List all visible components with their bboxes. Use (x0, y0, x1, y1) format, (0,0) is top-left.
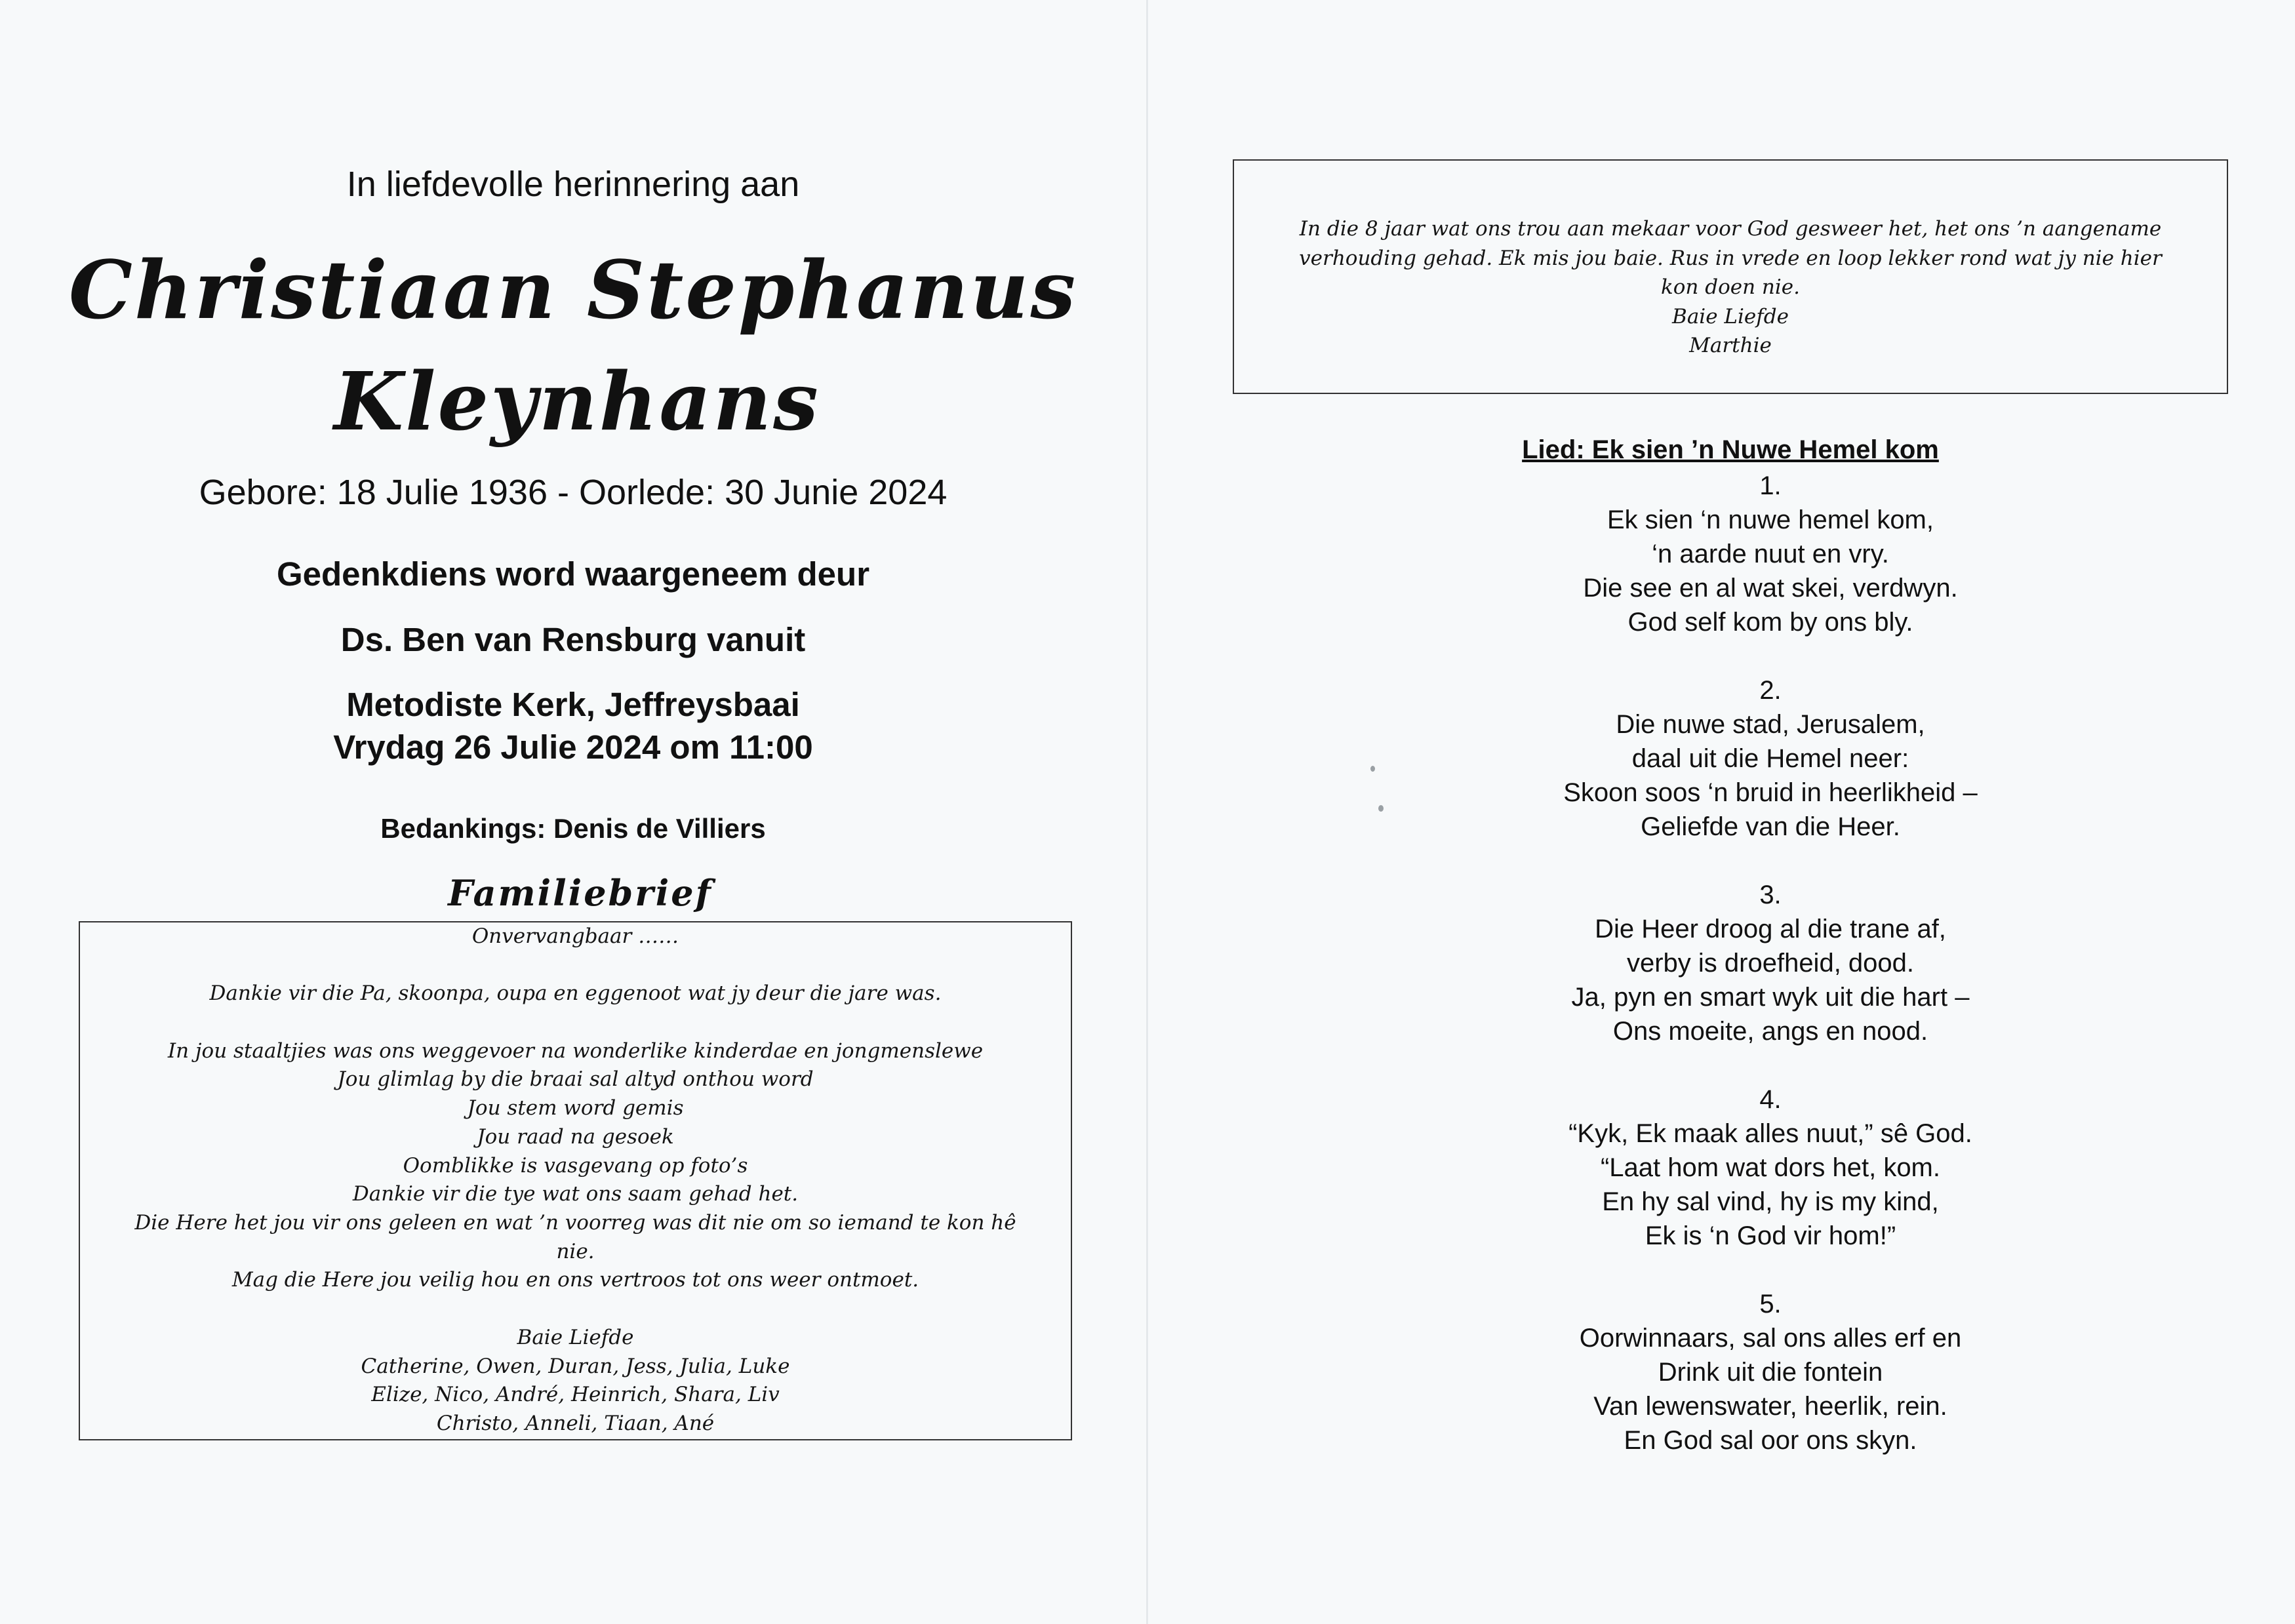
verse-line: God self kom by ons bly. (1627, 608, 1913, 637)
verse-line: Drink uit die fontein (1658, 1358, 1883, 1387)
song-verses (1443, 469, 2098, 1492)
service-line: Metodiste Kerk, Jeffreysbaai (346, 686, 800, 723)
letter-line: Mag die Here jou veilig hou en ons vertroos tot ons weer ontmoet. (231, 1268, 919, 1292)
verse-line: ‘n aarde nuut en vry. (1652, 540, 1889, 568)
verse-number: 4. (1759, 1085, 1782, 1114)
intro-text: In liefdevolle herinnering aan (346, 165, 800, 204)
verse-line: verby is droefheid, dood. (1626, 949, 1915, 978)
family-letter-text (85, 922, 1066, 1438)
verse (1443, 673, 2098, 844)
verse-line: “Laat hom wat dors het, kom. (1600, 1153, 1940, 1182)
letter-signatories: Elize, Nico, André, Heinrich, Shara, Liv (371, 1383, 780, 1407)
note-line: In die 8 jaar wat ons trou aan mekaar voor God gesweer het, het ons ’n aangename (1299, 217, 2162, 241)
letter-line: Oomblikke is vasgevang op foto’s (403, 1153, 748, 1178)
letter-signatories: Christo, Anneli, Tiaan, Ané (436, 1411, 715, 1435)
note-signature: Marthie (1689, 334, 1772, 357)
verse-number: 1. (1759, 471, 1782, 500)
letter-line: In jou staaltjies was ons weggevoer na wonderlike kinderdae en jongmenslewe (167, 1039, 984, 1063)
letter-title: Familiebrief (448, 872, 713, 914)
letter-line: Dankie vir die tye wat ons saam gehad het. (352, 1182, 799, 1206)
verse-line: Ek sien ‘n nuwe hemel kom, (1606, 505, 1934, 534)
letter-line: Dankie vir die Pa, skoonpa, oupa en eggenoot wat jy deur die jare was. (209, 981, 942, 1006)
note-line: verhouding gehad. Ek mis jou baie. Rus in vrede en loop lekker rond wat jy nie hier (1299, 246, 2162, 270)
verse (1443, 878, 2098, 1048)
service-line: Ds. Ben van Rensburg vanuit (340, 621, 806, 658)
thanks-line: Bedankings: Denis de Villiers (380, 813, 766, 844)
page-fold (1146, 0, 1148, 1624)
verse-line: Die Heer droog al die trane af, (1595, 915, 1946, 943)
verse-line: Die nuwe stad, Jerusalem, (1616, 710, 1925, 739)
letter-signoff: Baie Liefde (517, 1325, 634, 1349)
service-line: Gedenkdiens word waargeneem deur (276, 555, 870, 593)
verse (1443, 1082, 2098, 1253)
letter-line: Jou stem word gemis (467, 1096, 684, 1120)
spouse-note-text (1241, 214, 2220, 361)
verse-number: 3. (1759, 881, 1782, 909)
verse-line: Ons moeite, angs en nood. (1612, 1017, 1928, 1046)
life-dates: Gebore: 18 Julie 1936 - Oorlede: 30 Junie 2024 (199, 473, 948, 512)
letter-line: nie. (556, 1239, 595, 1263)
letter-line: Die Here het jou vir ons geleen en wat ’n voorreg was dit nie om so iemand te kon hê (134, 1211, 1016, 1235)
letter-line: Jou glimlag by die braai sal altyd onthou word (337, 1067, 814, 1092)
spouse-note-box (1233, 159, 2228, 394)
note-line: kon doen nie. (1660, 275, 1801, 299)
verse-line: En hy sal vind, hy is my kind, (1602, 1187, 1939, 1216)
verse-line: Skoon soos ‘n bruid in heerlikheid – (1563, 778, 1978, 807)
verse (1443, 469, 2098, 639)
verse-line: daal uit die Hemel neer: (1631, 744, 1909, 773)
verse-line: Ja, pyn en smart wyk uit die hart – (1571, 983, 1970, 1012)
verse-line: Oorwinnaars, sal ons alles erf en (1579, 1324, 1962, 1353)
verse-line: Die see en al wat skei, verdwyn. (1583, 574, 1958, 603)
left-panel (0, 0, 1146, 1624)
service-date: Vrydag 26 Julie 2024 om 11:00 (333, 728, 813, 766)
verse-line: En God sal oor ons skyn. (1624, 1426, 1917, 1455)
note-signoff: Baie Liefde (1672, 304, 1789, 328)
verse-line: “Kyk, Ek maak alles nuut,” sê God. (1568, 1119, 1972, 1148)
scan-speck (1378, 805, 1384, 812)
verse-number: 2. (1759, 676, 1782, 705)
letter-line: Jou raad na gesoek (477, 1124, 674, 1149)
verse-number: 5. (1759, 1290, 1782, 1318)
family-letter-box (79, 921, 1072, 1440)
verse (1443, 1287, 2098, 1457)
letter-line: Onvervangbaar …… (471, 924, 679, 948)
letter-signatories: Catherine, Owen, Duran, Jess, Julia, Luke (361, 1354, 790, 1378)
scan-speck (1370, 766, 1375, 772)
verse-line: Van lewenswater, heerlik, rein. (1593, 1392, 1947, 1421)
name-line-2: Kleynhans (334, 354, 820, 448)
verse-line: Ek is ‘n God vir hom!” (1645, 1221, 1896, 1250)
verse-line: Geliefde van die Heer. (1641, 812, 1900, 841)
song-title: Lied: Ek sien ’n Nuwe Hemel kom (1522, 435, 1939, 464)
name-line-1: Christiaan Stephanus (68, 243, 1078, 337)
